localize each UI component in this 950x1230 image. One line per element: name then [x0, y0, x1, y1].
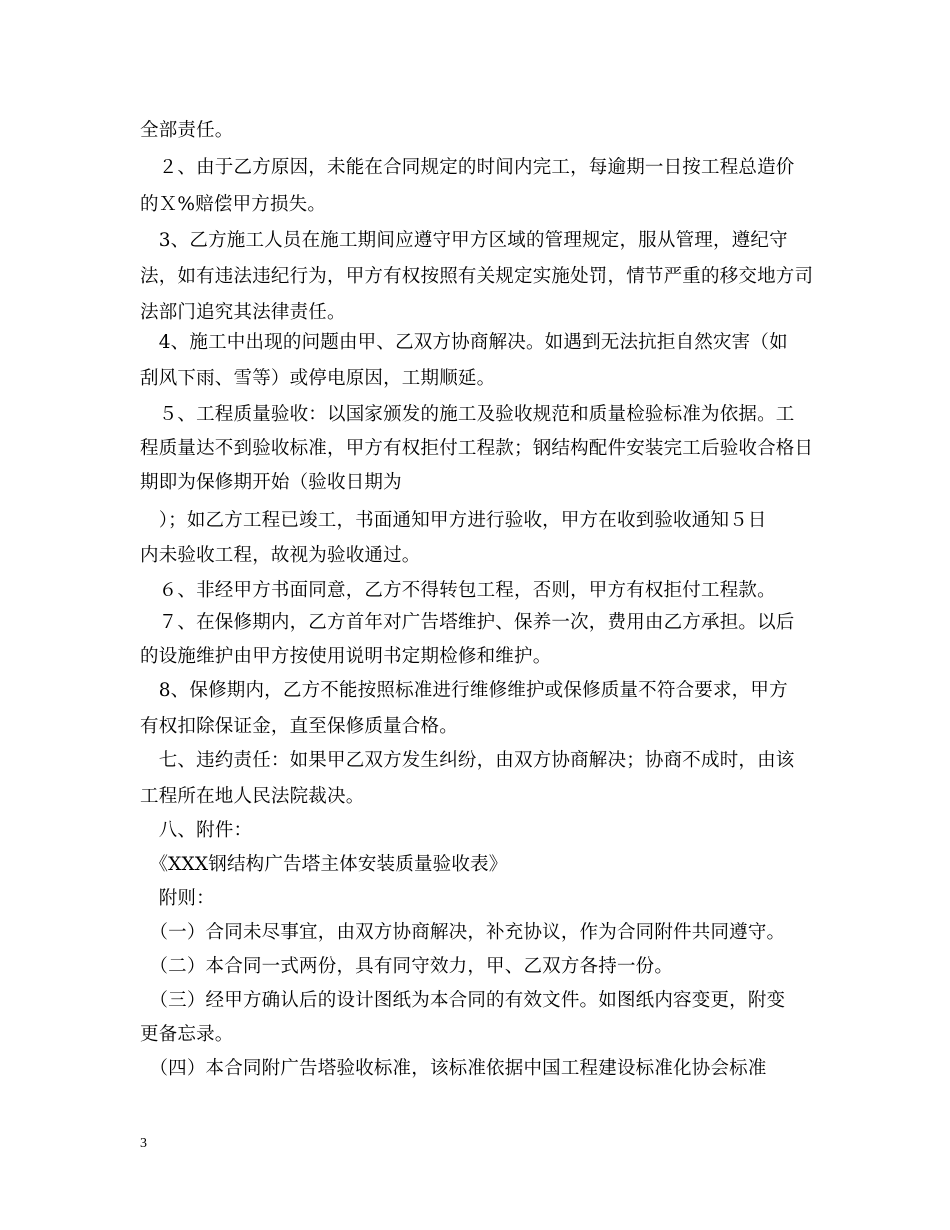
text-line: 有权扣除保证金，直至保修质量合格。: [140, 716, 458, 737]
text-line: ２、由于乙方原因，未能在合同规定的时间内完工，每逾期一日按工程总造价: [140, 157, 795, 178]
text-line: 的Ｘ%赔偿甲方损失。: [140, 194, 327, 215]
text-line: （二）本合同一式两份，具有同守效力，甲、乙双方各持一份。: [140, 956, 674, 977]
text-line: 附则：: [140, 888, 215, 909]
text-line: 的设施维护由甲方按使用说明书定期检修和维护。: [140, 646, 552, 667]
text-line: 《XXX钢结构广告塔主体安装质量验收表》: [140, 854, 508, 875]
text-line: 内未验收工程，故视为验收通过。: [140, 545, 421, 566]
text-line: 法部门追究其法律责任。: [140, 302, 346, 323]
page-number: 3: [140, 1136, 147, 1151]
text-line: 全部责任。: [140, 120, 234, 141]
text-line: ５、工程质量验收：以国家颁发的施工及验收规范和质量检验标准为依据。工: [140, 404, 795, 425]
text-line: （一）合同未尽事宜，由双方协商解决，补充协议，作为合同附件共同遵守。: [140, 922, 786, 943]
text-line: ７、在保修期内，乙方首年对广告塔维护、保养一次，费用由乙方承担。以后: [140, 612, 795, 633]
text-line: 期即为保修期开始（验收日期为: [140, 472, 402, 493]
text-line: 3、乙方施工人员在施工期间应遵守甲方区域的管理规定，服从管理，遵纪守: [140, 230, 788, 251]
text-line: 法，如有违法违纪行为，甲方有权按照有关规定实施处罚，情节严重的移交地方司: [140, 266, 814, 287]
text-line: 工程所在地人民法院裁决。: [140, 786, 365, 807]
text-line: （三）经甲方确认后的设计图纸为本合同的有效文件。如图纸内容变更，附变: [140, 990, 786, 1011]
text-line: ６、非经甲方书面同意，乙方不得转包工程，否则，甲方有权拒付工程款。: [140, 580, 776, 601]
text-line: 八、附件：: [140, 820, 253, 841]
text-line: 七、违约责任：如果甲乙双方发生纠纷，由双方协商解决；协商不成时，由该: [140, 750, 795, 771]
text-line: 程质量达不到验收标准，甲方有权拒付工程款；钢结构配件安装完工后验收合格日: [140, 438, 814, 459]
text-line: 4、施工中出现的问题由甲、乙双方协商解决。如遇到无法抗拒自然灾害（如: [140, 332, 788, 353]
text-line: ）；如乙方工程已竣工，书面通知甲方进行验收，甲方在收到验收通知５日: [140, 510, 767, 531]
text-line: （四）本合同附广告塔验收标准，该标准依据中国工程建设标准化协会标准: [140, 1058, 767, 1079]
text-line: 8、保修期内，乙方不能按照标准进行维修维护或保修质量不符合要求，甲方: [140, 680, 788, 701]
text-line: 更备忘录。: [140, 1024, 234, 1045]
text-line: 刮风下雨、雪等）或停电原因，工期顺延。: [140, 368, 496, 389]
